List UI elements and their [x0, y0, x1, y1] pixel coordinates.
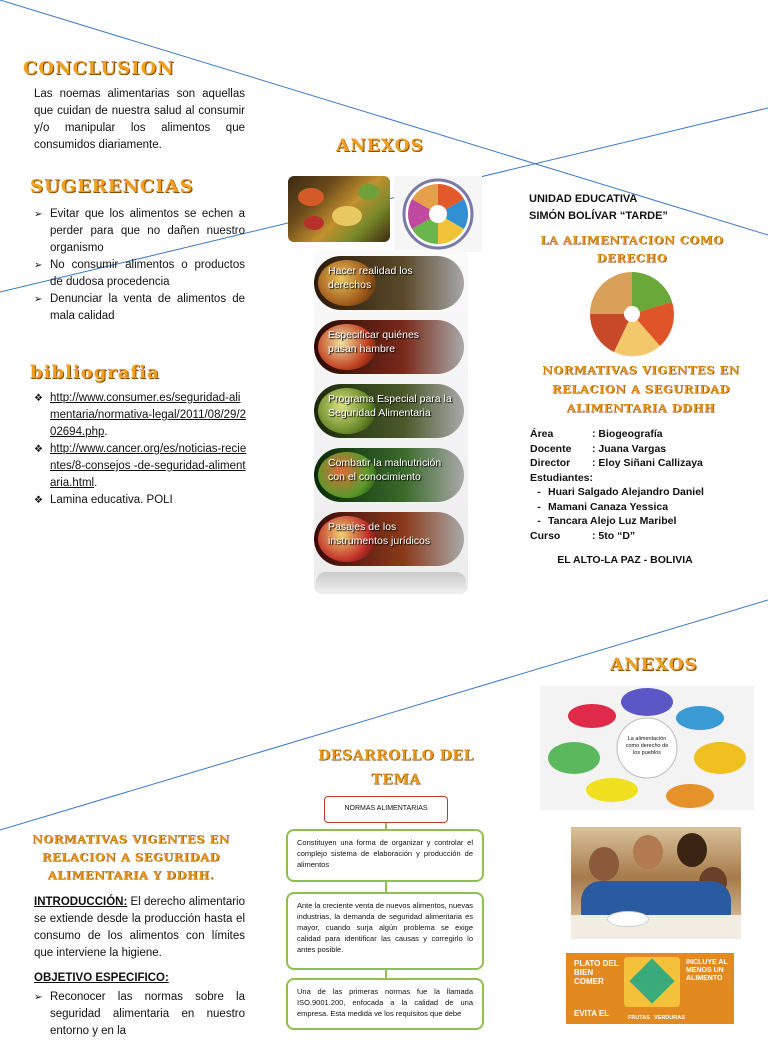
- list-item: ➢ Denunciar la venta de alimentos de mala calidad: [34, 293, 245, 322]
- plate-poster-col2: VERDURAS: [654, 1015, 685, 1021]
- cover-subtitle: NORMATIVAS VIGENTES EN RELACION A SEGURIDAD ALIMENTARIA DDHH: [542, 363, 740, 415]
- student-row: - Huari Salgado Alejandro Daniel: [537, 486, 704, 498]
- anexos-bottom-title: ANEXOS: [610, 655, 698, 675]
- arrow-bullet-icon: ➢: [34, 209, 43, 220]
- school-line-1: UNIDAD EDUCATIVA: [529, 193, 638, 205]
- diamond-bullet-icon: ❖: [34, 495, 43, 506]
- diamond-bullet-icon: ❖: [34, 444, 43, 455]
- arrow-bullet-icon: ➢: [34, 260, 43, 271]
- strip-label: Especificar quiénes pasan hambre: [328, 329, 420, 355]
- desarrollo-title: DESARROLLO DEL TEMA: [318, 748, 474, 788]
- bibliografia-link-1[interactable]: http://www.consumer.es/seguridad-alimentaria/normativa-legal/2011/08/29/202694.php: [50, 392, 247, 438]
- diagram-center-label: La alimentación como derecho de los pueblos: [625, 736, 669, 756]
- plate-poster-bottom: EVITA EL: [574, 1009, 610, 1018]
- anexos-top-title: ANEXOS: [336, 136, 424, 156]
- flow-box: Constituyen una forma de organizar y controlar el complejo sistema de elaboración y producción de alimentos: [286, 829, 484, 882]
- bibliografia-link-2[interactable]: http://www.cancer.org/es/noticias-recientes/8-consejos -de-seguridad-alimentaria.html: [50, 443, 247, 489]
- info-row: Curso : 5to “D”: [530, 529, 636, 542]
- cover-location: EL ALTO-LA PAZ - BOLIVIA: [557, 554, 693, 566]
- diamond-bullet-icon: ❖: [34, 393, 43, 404]
- objetivo-label: OBJETIVO ESPECIFICO:: [34, 972, 169, 984]
- strip-label: Pasajes de los instrumentos jurídicos: [328, 521, 431, 547]
- student-row: - Tancara Alejo Luz Maribel: [537, 515, 677, 527]
- arrow-bullet-icon: ➢: [34, 992, 43, 1003]
- info-row: Director : Eloy Siñani Callizaya: [530, 457, 703, 469]
- strip-label: Combatir la malnutrición con el conocimiento: [328, 457, 442, 483]
- list-item: ➢ Evitar que los alimentos se echen a perder para que no dañen nuestro organismo: [34, 208, 245, 254]
- introduccion-block: [34, 894, 245, 962]
- conclusion-title: CONCLUSION: [23, 58, 175, 79]
- list-item: ❖ Lamina educativa. POLI: [34, 492, 248, 509]
- list-item: ➢ No consumir alimentos o productos de dudosa procedencia: [34, 259, 245, 288]
- info-row: Estudiantes :: [530, 471, 594, 484]
- cover-title: LA ALIMENTACION COMO DERECHO: [540, 233, 724, 265]
- plate-poster-col1: FRUTAS: [628, 1015, 650, 1021]
- list-item: ❖ http://www.cancer.org/es/noticias-recientes/8-consejos -de-seguridad-alimentaria.html.: [34, 443, 247, 489]
- student-row: - Mamani Canaza Yessica: [537, 500, 669, 513]
- school-line-2: SIMÓN BOLÍVAR “TARDE”: [529, 210, 668, 222]
- arrow-bullet-icon: ➢: [34, 294, 43, 305]
- strip-label: Hacer realidad los derechos: [328, 265, 413, 291]
- info-row: Docente : Juana Vargas: [530, 442, 667, 455]
- objetivo-list: [34, 989, 245, 1040]
- bibliografia-title: bibliografia: [30, 362, 160, 383]
- introduccion-label: INTRODUCCIÓN:: [34, 896, 128, 908]
- list-item: ➢ Reconocer las normas sobre la seguridad alimentaria en nuestro entorno y en la: [34, 991, 245, 1037]
- plate-poster-side: INCLUYE AL MENOS UN ALIMENTO: [686, 959, 728, 982]
- strip-label: Programa Especial para la Seguridad Alimentaria: [328, 393, 452, 419]
- conclusion-text: Las noemas alimentarias son aquellas que cuidan de nuestra salud al consumir y/o manipular los alimentos que consumidos diariamente.: [34, 88, 245, 151]
- flow-box: Una de las primeras normas fue la llamada ISO.9001.200, enfocada a la calidad de una empresa. Esta medida ve los requisitos que debe: [286, 978, 484, 1030]
- flow-top-box: NORMAS ALIMENTARIAS: [324, 796, 448, 823]
- info-row: Área : Biogeografía: [530, 428, 663, 440]
- sugerencias-title: SUGERENCIAS: [30, 176, 194, 197]
- normativas-title: NORMATIVAS VIGENTES EN RELACION A SEGURIDAD ALIMENTARIA Y DDHH.: [32, 832, 230, 882]
- plate-poster-title: PLATO DEL BIEN COMER: [574, 959, 619, 986]
- list-item: ❖ http://www.consumer.es/seguridad-alimentaria/normativa-legal/2011/08/29/202694.php.: [34, 392, 247, 438]
- flow-box: Ante la creciente venta de nuevos alimentos, nuevas industrias, la demanda de seguridad alimentaria es mayor, cuando surja algún problema se exige calidad para identificar las causas y corregirlo lo antes posible.: [286, 892, 484, 970]
- introduccion-text: El derecho alimentario se extiende desde la producción hasta el consumo de los alimentos con límites que interviene la higiene.: [34, 896, 245, 959]
